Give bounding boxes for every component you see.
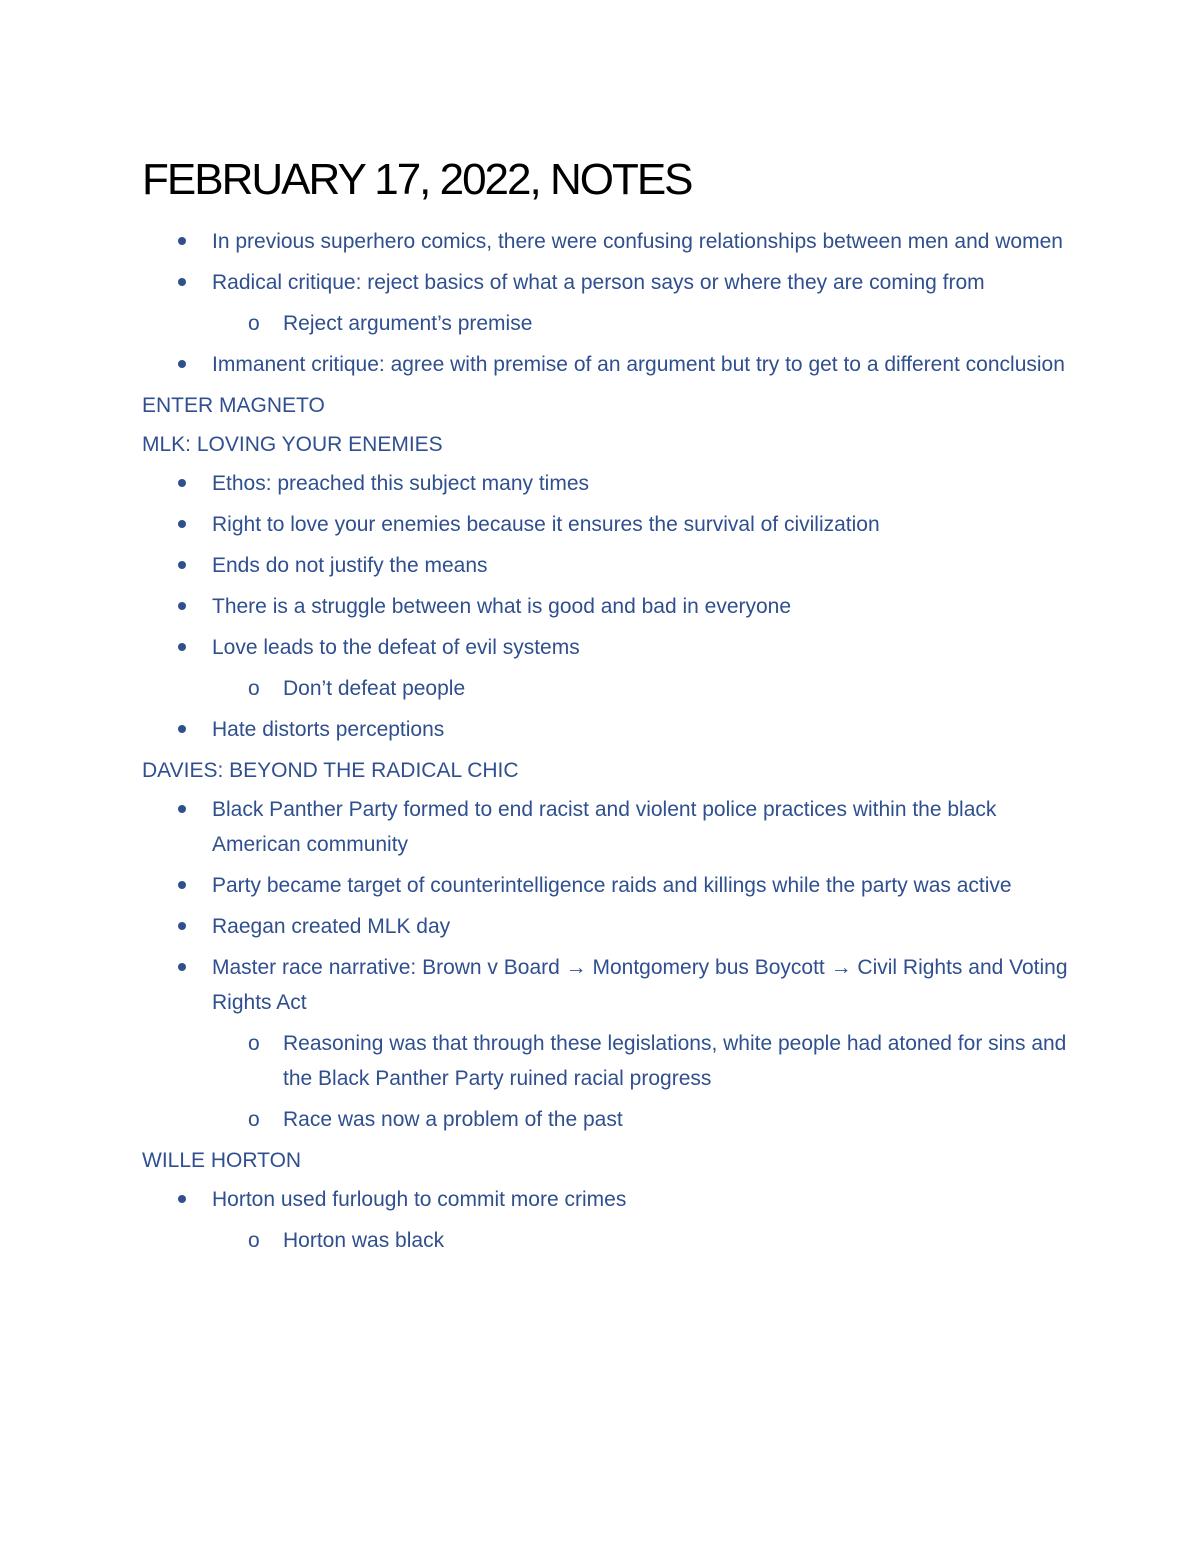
bullet-dot-icon bbox=[178, 963, 186, 971]
item-text: Horton was black bbox=[283, 1229, 445, 1252]
section-heading bbox=[142, 753, 1072, 788]
bullet-item bbox=[142, 265, 1072, 300]
item-text: MLK: LOVING YOUR ENEMIES bbox=[142, 433, 443, 456]
sub-bullet-circle-icon: o bbox=[248, 1032, 260, 1055]
bullet-item bbox=[142, 712, 1072, 747]
bullet-item bbox=[142, 589, 1072, 624]
item-text: Ethos: preached this subject many times bbox=[212, 472, 590, 495]
item-text: Radical critique: reject basics of what a person says or where they are coming from bbox=[212, 271, 985, 294]
sub-bullet-circle-icon: o bbox=[248, 312, 260, 335]
bullet-item bbox=[142, 792, 1072, 862]
bullet-item bbox=[142, 347, 1072, 382]
sub-bullet-item bbox=[142, 1102, 1072, 1137]
item-text: Don’t defeat people bbox=[283, 677, 466, 700]
bullet-dot-icon bbox=[178, 360, 186, 368]
bullet-dot-icon bbox=[178, 520, 186, 528]
bullet-dot-icon bbox=[178, 237, 186, 245]
item-text: Horton used furlough to commit more crimes bbox=[212, 1188, 627, 1211]
bullet-dot-icon bbox=[178, 602, 186, 610]
item-text: Raegan created MLK day bbox=[212, 915, 451, 938]
bullet-dot-icon bbox=[178, 561, 186, 569]
bullet-dot-icon bbox=[178, 805, 186, 813]
bullet-item bbox=[142, 466, 1072, 501]
item-text: Ends do not justify the means bbox=[212, 554, 488, 577]
bullet-item bbox=[142, 950, 1072, 1020]
item-text: In previous superhero comics, there were confusing relationships between men and women bbox=[212, 230, 1063, 253]
sub-bullet-item bbox=[142, 671, 1072, 706]
notes-body bbox=[142, 224, 1072, 1264]
item-text: Reject argument’s premise bbox=[283, 312, 533, 335]
item-text: WILLE HORTON bbox=[142, 1149, 302, 1172]
item-text: Reasoning was that through these legislations, white people had atoned for sins and the Black Panther Party ruined racial progress bbox=[283, 1032, 1067, 1090]
item-text: Race was now a problem of the past bbox=[283, 1108, 623, 1131]
bullet-dot-icon bbox=[178, 479, 186, 487]
bullet-item bbox=[142, 548, 1072, 583]
item-text: Party became target of counterintelligence raids and killings while the party was active bbox=[212, 874, 1012, 897]
bullet-dot-icon bbox=[178, 881, 186, 889]
bullet-item bbox=[142, 224, 1072, 259]
item-text: Immanent critique: agree with premise of an argument but try to get to a different conclusion bbox=[212, 353, 1065, 376]
sub-bullet-circle-icon: o bbox=[248, 1229, 260, 1252]
bullet-dot-icon bbox=[178, 1195, 186, 1203]
bullet-item bbox=[142, 1182, 1072, 1217]
item-text: Love leads to the defeat of evil systems bbox=[212, 636, 580, 659]
sub-bullet-item bbox=[142, 1223, 1072, 1258]
bullet-item bbox=[142, 507, 1072, 542]
item-text: Hate distorts perceptions bbox=[212, 718, 445, 741]
item-text: Master race narrative: Brown v Board → Montgomery bus Boycott → Civil Rights and Voting Rights Act bbox=[212, 956, 1068, 1014]
item-text: There is a struggle between what is good and bad in everyone bbox=[212, 595, 792, 618]
bullet-item bbox=[142, 630, 1072, 665]
item-text: Right to love your enemies because it ensures the survival of civilization bbox=[212, 513, 880, 536]
bullet-dot-icon bbox=[178, 278, 186, 286]
section-heading bbox=[142, 388, 1072, 423]
item-text: DAVIES: BEYOND THE RADICAL CHIC bbox=[142, 759, 519, 782]
bullet-dot-icon bbox=[178, 922, 186, 930]
section-heading bbox=[142, 427, 1072, 462]
bullet-item bbox=[142, 868, 1072, 903]
bullet-item bbox=[142, 909, 1072, 944]
section-heading bbox=[142, 1143, 1072, 1178]
sub-bullet-item bbox=[142, 306, 1072, 341]
sub-bullet-circle-icon: o bbox=[248, 677, 260, 700]
item-text: ENTER MAGNETO bbox=[142, 394, 325, 417]
item-text: Black Panther Party formed to end racist and violent police practices within the black American community bbox=[212, 798, 997, 856]
bullet-dot-icon bbox=[178, 725, 186, 733]
sub-bullet-circle-icon: o bbox=[248, 1108, 260, 1131]
page-title: FEBRUARY 17, 2022, NOTES bbox=[142, 155, 692, 204]
bullet-dot-icon bbox=[178, 643, 186, 651]
sub-bullet-item bbox=[142, 1026, 1072, 1096]
